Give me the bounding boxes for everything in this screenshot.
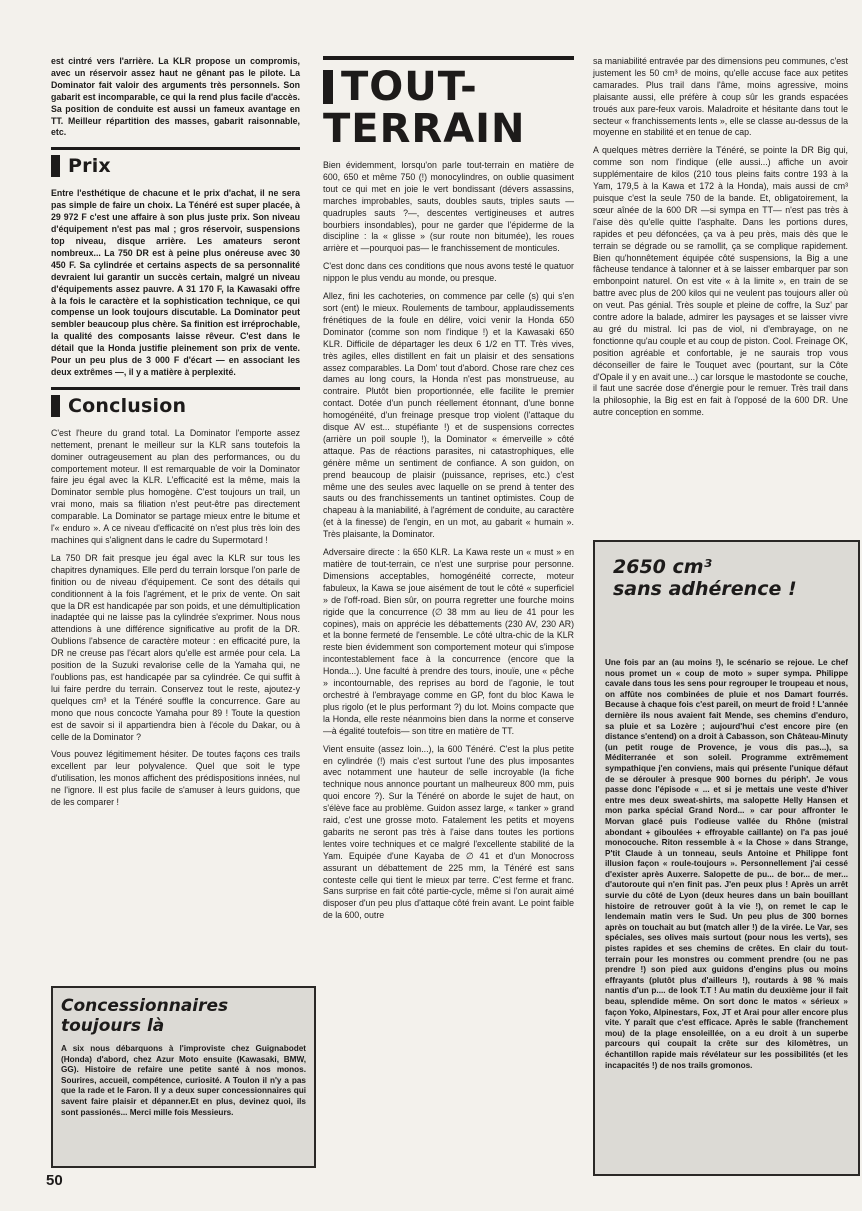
conclusion-paragraph-3: Vous pouvez légitimement hésiter. De toutes façons ces trails excellent par leur polyvalence. Quel que soit le type d'utilisation, les monos affichent des prédispositions innées, nul ne l'ignore. Il est plus facile de s'amuser à leurs guidons, que de les comparer ! — [51, 749, 300, 808]
dealers-box-title: Concessionnaires toujours là — [61, 996, 229, 1036]
sidebar-box-title — [613, 556, 848, 600]
column-left — [51, 56, 300, 815]
sidebar-box-title-line-2: sans adhérence ! — [613, 578, 797, 600]
article-paragraph-6: sa maniabilité entravée par des dimensions peu communes, c'est justement les 50 cm³ de moins, qu'elle accuse face aux petites camarades. Plus trail dans l'âme, moins agressive, moins plaisante aussi, elle préfère à coup sûr les grands espacées troués aux pare-feux varois. Maladroite et hésitante dans tout le secteur « franchissements lents », elle se classe au-dessus de la moyenne en stabilité et en tenue de cap. — [593, 56, 848, 138]
sidebar-box-text: Une fois par an (au moins !), le scénario se rejoue. Le chef nous promet un « coup de moto » super sympa. Philippe cavale dans tous les sens pour regrouper le troupeau et nous, on affûte nos combinées de pluie et nos Damart fourrés. Because à chaque fois c'est pareil, on meurt de froid ! L'année dernière ils nous avaient fait Mende, ses chemins d'enduro, sa pluie et sa Lozère ; aujourd'hui c'est encore pire (en distance s'entend) on a droit à Cabasson, son Château-Minuty (un petit rouge de Provence, je vous dis pas...), sa Méditerranée et son soleil. Programme extrêmement sympathique j'en conviens, mais qui présente l'unique défaut de se dérouler à presque 900 bornes du périph'. Je vous passe donc l'épisode « ... et si je mettais une veste d'hiver entre mes deux sweat-shirts, ma salopette Helly Hansen et mon parka spécial Grand Nord... » car pour affronter le Morvan glacé puis l'odieuse vallée du Rhône (mistral abondant + giboulées + effroyable caillante) on l'a pas joué monocouche. Riton ressemble à « la Chose » dans Strange, P'tit Claude à un tonneau, seuls Antoine et Philippe font illusion façon « roule-toujours ». Personnellement j'ai cessé d'exister après Auxerre. Salopette de pu... de bor... de mer... d'autoroute qui n'en finit pas. J'en peux plus ! Après un arrêt survie du côté de Lyon (deux heures dans un bain bouillant histoire de retrouver goût à la vie !), on remet le cap le lendemain matin vers le Sud. Un peu plus de 300 bornes après on touchait au but (match aller !) de la virée. Le Var, ses spéciales, ses olives mais surtout (pour nous les verts), ses pistes rapides et ses chemins de crêtes. En clair du tout-terrain pour les monstres ou comment prendre (ou ne pas prendre !) son pied aux guidons d'engins plus ou moins effrayants (plutôt plus d'ailleurs !), routards à 98 % mais nantis d'un p.... de look T.T ! Au matin du deuxième jour il fait beau, splendide même. On sort donc le matos « sérieux » façon Yoko, Alpinestars, Fox, JT et Arai pour aller encore plus vite. Y paraît que c'est efficace. Après le sable (franchement mou) de la plage ensoleillée, on a eu droit à un superbe parcours qui coupait la crête sur des kilomètres, un échantillon rapide mais révélateur sur les possibilités (et les incapacités !) de nos trails gromonos. — [605, 658, 848, 1070]
sidebar-box — [593, 540, 860, 1176]
article-paragraph-7: A quelques mètres derrière la Ténéré, se pointe la DR Big qui, comme son nom l'indique (elle aussi...) affiche un avoir supplémentaire de kilos (210 tous pleins faits contre 193 à la Yam, 179,5 à la Kawa et 172 à la Honda), mais aussi de cm³ puisque c'est la seule 750 de la bande. Et, obligatoirement, la sœur aînée de la 600 DR —si sympa en TT— n'est pas très à l'aise dès qu'elle quitte l'asphalte. Dans les portions dures, rapides et peu défoncées, ça va à peu près, mais dès que le terrain se dégrade ou se ramollit, ça se complique rapidement. Bien qu'honnêtement équipée côté suspensions, la Big a une fâcheuse tendance à talonner et à se laisser embarquer par son embonpoint naturel. On est vite « à la limite », en train de se battre avec plus de 200 kilos qui ne veulent pas toujours aller où on veut. Pas génial. Très souple et pleine de coffre, la Suz' par contre adore la balade, admirer les paysages et se laisser vivre au gré du mistral. Ici pas de viol, ni d'embrayage, on ne fonctionne qu'au couple et au coup de piston. Cool. Freinage OK, position agréable et confortable, je ne saurais trop vous déconseiller de faire le Touquet avec (pourtant, sur la Côte d'Opale il y en avait une...) car lorsque le mastodonte se couche, il faut une sacrée dose d'énergie pour le remuer. Très trail dans la philosophie, la Big est en fait à l'opposé de la 600 DR. Une autre conception en somme. — [593, 145, 848, 418]
conclusion-title: Conclusion — [68, 394, 187, 417]
column-right — [593, 56, 848, 425]
dealers-box — [51, 986, 316, 1168]
heading-square-icon — [51, 155, 60, 177]
main-title-line-2: TERRAIN — [323, 106, 526, 152]
conclusion-heading — [51, 387, 300, 418]
article-paragraph-2: C'est donc dans ces conditions que nous avons testé le quatuor nippon le plus vendu au monde, ou presque. — [323, 261, 574, 284]
title-square-icon — [323, 70, 333, 104]
prix-heading — [51, 147, 300, 178]
heading-square-icon — [51, 395, 60, 417]
article-paragraph-5: Vient ensuite (assez loin...), la 600 Ténéré. C'est la plus petite en cylindrée (!) mais c'est surtout l'une des plus imposantes avec notamment une hauteur de selle incroyable (la fiche technique nous annonce pourtant un malheureux 800 mm, puis quoi encore ?). Sur la Ténéré on aborde le sujet de haut, on s'élève face au problème. Guidon assez large, « tanker » grand raid, c'est une grosse moto. Fatalement les petits et moyens gabarits ne seront pas très à l'aise dans toutes les portions lentes voire techniques et ce malgré l'excellente stabilité de la Yam. Equipée d'une Kayaba de ∅ 41 et d'un Monocross assurant un débattement de 225 mm, la Ténéré est sans conteste celle qui tient le mieux par terre. C'est ferme et franc. Sans surprise en fait côté partie-cycle, même si l'on aurait aimé disposer d'un peu plus d'attaque côté frein avant. Le point faible de la 600, outre — [323, 743, 574, 921]
sidebar-box-title-line-1: 2650 cm³ — [613, 556, 712, 578]
dealers-box-text: A six nous débarquons à l'improviste chez Guignabodet (Honda) d'abord, chez Azur Moto ensuite (Kawasaki, BMW, GG). Histoire de refaire une petite santé à nos monos. Sourires, accueil, compétence, curiosité. A Toulon il n'y a pas que la rade et le Faron. Il y a deux super concessionnaires qui savent faire plaisir et dépanner.Et en plus, devinez quoi, ils sont passionés... Merci mille fois Messieurs. — [61, 1044, 306, 1117]
page-number: 50 — [46, 1172, 63, 1189]
prix-title: Prix — [68, 155, 111, 178]
article-paragraph-4: Adversaire directe : la 650 KLR. La Kawa reste un « must » en matière de tout-terrain, ce n'est une surprise pour personne. Dimensions acceptables, homogénéité correcte, moteur fabuleux, la Kawa se joue aisément de tout le côté « superficiel » de l'off-road. Bien sûr, on pourra regretter une fourche moins rigide que la concurrence (∅ 38 mm au lieu de 41 pour les copines), mais on apprécie les débattements (230 AV, 230 AR) et la bonne fermeté de l'ensemble. Le côté ultra-chic de la KLR reste bien évidemment son comportement moteur qui s'impose incontestablement face à la concurrence (encore que la Honda...). Une faculté à prendre des tours, inouïe, une « pêche » incontournable, des reprises au bord de l'agonie, le tout orchestré à l'embrayage comme en GP, font du bloc Kawa le plus rigolo (et le plus performant ?) du lot. Moins compacte que la Honda, elle reste néanmoins bien dans la norme et conserve —à égalité toutefois— son titre en matière de TT. — [323, 547, 574, 736]
conclusion-paragraph-1: C'est l'heure du grand total. La Dominator l'emporte assez nettement, prenant le meilleur sur la KLR sans toutefois la dominer outrageusement au plan des performances, ou du comportement moteur. Il est remarquable de voir la Dominator faire jeu égal avec la KLR. L'efficacité est la même, mais la Dominator semble plus homogène. C'est toujours un trail, un vrai mono, mais sa filiation n'est peut-être pas directement comparable. La Dominator se partage mieux entre le bitume et l'« enduro ». A ce niveau d'efficacité on n'est plus très loin des machines qui s'alignent dans le cadre du Supermotard ! — [51, 427, 300, 545]
prix-paragraph: Entre l'esthétique de chacune et le prix d'achat, il ne sera pas simple de faire un choix. La Ténéré est super placée, à 29 972 F c'est une affaire à son plus juste prix. Son niveau d'équipement n'est pas mal ; gros réservoir, suspensions top niveau, disque arrière. Les amateurs seront nombreux... La 750 DR est à peine plus onéreuse avec 30 450 F. Sa cylindrée et certains aspects de sa personnalité devraient lui garantir un succès certain, malgré un niveau d'équipements assez pauvre. A 31 170 F, la Kawasaki offre à la fois le caractère et la sophistication technique, ce qui compense un look toujours discutable. La Dominator peut sembler beaucoup plus chère. Sa finition est irréprochable, la qualité des composants laisse rêveur. C'est dans le détail que la Honda justifie pleinement son prix de vente. Pour un peu plus de 3 000 F d'écart — en associant les deux extrêmes —, il y a matière à perplexité. — [51, 188, 300, 377]
conclusion-paragraph-2: La 750 DR fait presque jeu égal avec la KLR sur tous les chapitres dynamiques. Elle perd du terrain lorsque l'on parle de finition ou de niveau d'équipement. Ce sont des détails qui conditionnent à la fois l'agrément, et le prix de vente. On sait que la DR est handicapée par son poids, et une démultiplication inadaptée qui ne laisse pas la cylindrée s'exprimer. Nous nous attendions à une différence significative au profit de la DR. Oublions l'absence de caractère moteur : en efficacité pure, la DR ne creuse pas l'écart alors qu'elle est armée pour cela. La position de la Suzuki revalorise celle de la Yamaha qui, ne l'oublions pas, est handicapée par sa cylindrée. Ce qui suffit à lui faire perdre du terrain. Conservez tout le reste, ajoutez-y quelques cm³ et la Ténéré souffle la concurrence. Gare au mono que nous concocte Yamaha pour 89 ! Toute la question est de savoir si il appartiendra bien à l'école du Dakar, ou à celle de la Dominator ? — [51, 552, 300, 742]
article-paragraph-3: Allez, fini les cachoteries, on commence par celle (s) qui s'en sort (ent) le mieux. Roulements de tambour, applaudissements frénétiques de la foule en délire, voici venir la Honda 650 Dominator (comme son nom l'indique !) et la Kawasaki 650 KLR. Difficile de départager les deux 6 1/2 en TT. Très vives, très agiles, elles distillent en fait un plaisir et des sensations assez comparables. La Dom' tout d'abord. Chose rare chez ces dames au long cours, la Honda n'est pas monstrueuse, au contraire. Plutôt bien proportionnée, elle facilite le premier contact. Dotée d'un punch réellement étonnant, d'une bonne homogénéité, d'un freinage presque trop violent (l'attaque du disque AV est... stupéfiante !) et de suspensions correctes (arrière un poil souple !), la Dominator « émerveille » côté attaque. Pas de réactions parasites, ni catastrophiques, elle génère même un sentiment de confiance. A son guidon, on prend beaucoup de plaisir (puissance, reprises, etc.) c'est même une des seules avec laquelle on se prend à tenter des sauts ou des franchissements un tantinet optimistes. Coup de chapeau à la maniabilité, à l'agrément de conduite, au caractère (et à la finesse) de l'engin, en un mot, au gabarit « humain ». Très plaisante, la Dominator. — [323, 291, 574, 540]
intro-paragraph: est cintré vers l'arrière. La KLR propose un compromis, avec un réservoir assez haut ne gênant pas le pilote. La Dominator fait valoir des arguments très personnels. Son gabarit est incomparable, ce qui la rend plus facile d'accès. Sa position de conduite est aussi un fameux avantage en TT. Meilleur répartition des masses, gabarit raisonnable, etc. — [51, 56, 300, 138]
main-title-line-1: TOUT- — [341, 64, 478, 110]
main-title — [323, 56, 574, 160]
column-middle — [323, 56, 574, 928]
article-paragraph-1: Bien évidemment, lorsqu'on parle tout-terrain en matière de 600, 650 et même 750 (!) monocylindres, on oublie quasiment tout ce qui met en joie le vert bondissant (dévers assassins, marches improbables, sauts, doubles sauts, triples sauts —quadruples sauts ?—, descentes vertigineuses et autres bourbiers insondables), pour ne garder que l'épiderme de la discipline : la « glisse » (sur route non bitumée), les roues arrière et —pourquoi pas— le franchissement de monticules. — [323, 160, 574, 254]
